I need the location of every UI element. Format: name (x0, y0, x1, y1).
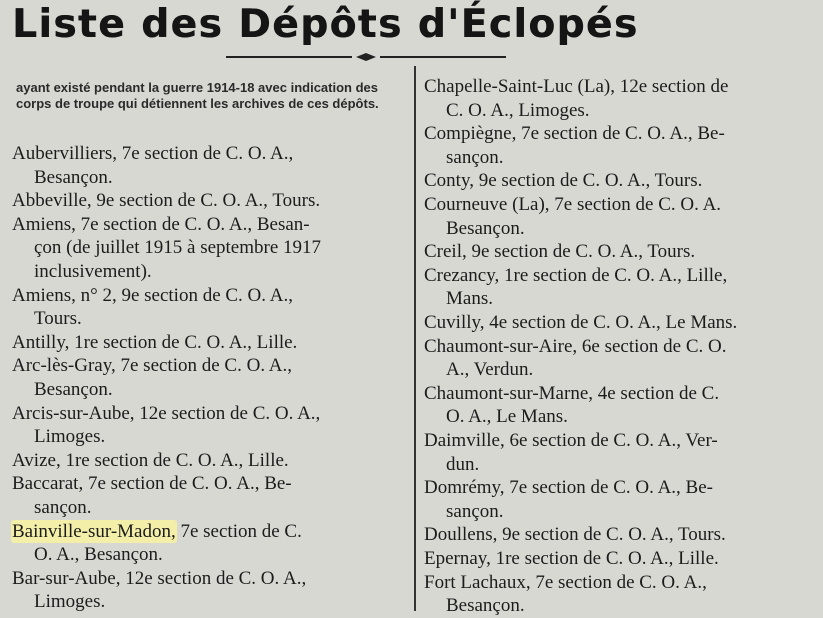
list-entry (424, 523, 820, 547)
entry-line: Baccarat, 7e section de C. O. A., Be- (12, 473, 292, 495)
entry-continuation: sançon. (446, 500, 504, 522)
entry-continuation: Besançon. (446, 217, 525, 239)
entry-line: Amiens, n° 2, 9e section de C. O. A., (12, 284, 293, 306)
list-entry (12, 354, 408, 401)
list-entry (424, 311, 820, 335)
list-entry (424, 547, 820, 571)
entry-line: Doullens, 9e section de C. O. A., Tours. (424, 524, 726, 546)
entry-line: Courneuve (La), 7e section de C. O. A. (424, 194, 722, 215)
entry-line: Aubervilliers, 7e section de C. O. A., (12, 143, 294, 164)
entry-line: Daimville, 6e section de C. O. A., Ver- (424, 430, 718, 451)
entry-continuation: O. A., Besançon. (34, 544, 163, 566)
list-entry (424, 75, 820, 122)
entry-line: Cuvilly, 4e section de C. O. A., Le Mans. (424, 312, 738, 333)
list-entry (424, 382, 820, 429)
entry-line: Chaumont-sur-Aire, 6e section de C. O. (424, 335, 727, 357)
entry-line: Arc-lès-Gray, 7e section de C. O. A., (12, 355, 292, 377)
entry-continuation: Besançon. (34, 166, 113, 188)
entry-line: Compiègne, 7e section de C. O. A., Be- (424, 123, 725, 145)
list-entry (12, 520, 408, 567)
entry-continuation: Besançon. (34, 378, 113, 400)
list-entry (12, 472, 408, 519)
entry-continuation: O. A., Le Mans. (446, 406, 568, 428)
list-entry (424, 264, 820, 311)
entry-continuation: inclusivement). (34, 260, 152, 282)
list-entry (12, 402, 408, 449)
entry-line: Domrémy, 7e section de C. O. A., Be- (424, 477, 713, 499)
entry-continuation: dun. (446, 453, 480, 475)
entry-line: Arcis-sur-Aube, 12e section de C. O. A., (12, 402, 321, 424)
entry-line: Conty, 9e section de C. O. A., Tours. (424, 170, 703, 192)
entry-line: Chaumont-sur-Marne, 4e section de C. (424, 382, 720, 404)
highlighted-place-name: Bainville-sur-Madon, (12, 520, 176, 542)
entry-line: Crezancy, 1re section de C. O. A., Lille, (424, 264, 728, 286)
entry-continuation: sançon. (446, 146, 504, 168)
entry-continuation: Limoges. (34, 591, 106, 613)
entry-line: Epernay, 1re section de C. O. A., Lille. (424, 548, 719, 569)
entry-line: Amiens, 7e section de C. O. A., Besan- (12, 213, 310, 235)
list-entry (424, 240, 820, 264)
entry-text: 7e section de C. (175, 520, 302, 542)
list-entry (424, 169, 820, 193)
entry-line: Abbeville, 9e section de C. O. A., Tours. (12, 190, 321, 212)
list-entry (424, 193, 820, 240)
title-ornament-rule (226, 52, 506, 62)
list-entry (12, 142, 408, 189)
entry-line: Chapelle-Saint-Luc (La), 12e section de (424, 76, 729, 97)
page-title: Liste des Dépôts d'Éclopés (12, 2, 639, 47)
entry-line: Fort Lachaux, 7e section de C. O. A., (424, 571, 707, 593)
entry-line: Creil, 9e section de C. O. A., Tours. (424, 241, 696, 263)
entry-continuation: C. O. A., Limoges. (446, 99, 590, 121)
entry-continuation: çon (de juillet 1915 à septembre 1917 (34, 237, 322, 259)
list-entry (12, 189, 408, 213)
entry-line: Avize, 1re section de C. O. A., Lille. (12, 449, 289, 471)
entry-continuation: sançon. (34, 496, 92, 518)
entry-continuation: Besançon. (446, 595, 525, 617)
entry-line: Antilly, 1re section de C. O. A., Lille. (12, 331, 298, 353)
entry-continuation: Tours. (34, 308, 82, 330)
intro-text: ayant existé pendant la guerre 1914-18 avec indication des corps de troupe qui détiennent les archives de ces dépôts. (16, 80, 379, 111)
list-entry (12, 449, 408, 473)
list-entry (424, 429, 820, 476)
column-divider (414, 66, 416, 611)
entry-continuation: Mans. (446, 288, 493, 310)
entry-continuation: Limoges. (34, 426, 106, 448)
list-entry (12, 284, 408, 331)
list-entry (12, 213, 408, 284)
entry-line (12, 520, 408, 544)
entry-continuation: A., Verdun. (446, 359, 534, 381)
entry-line: Bar-sur-Aube, 12e section de C. O. A., (12, 567, 307, 589)
list-entry (424, 122, 820, 169)
list-entry (424, 335, 820, 382)
list-entry (12, 567, 408, 614)
list-entry (12, 331, 408, 355)
list-entry (424, 476, 820, 523)
